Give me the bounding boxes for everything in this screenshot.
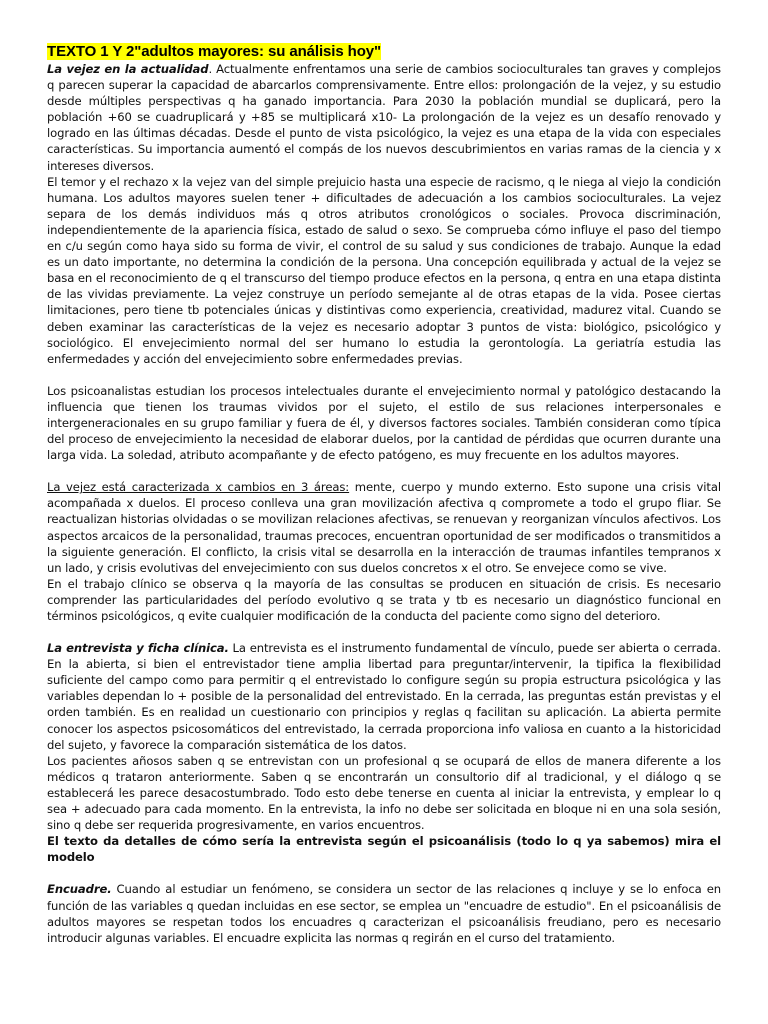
spacer [47,624,721,640]
paragraph-vejez-actualidad [47,61,721,174]
paragraph-pacientes-anosos: Los pacientes añosos saben q se entrevistan con un profesional q se ocupará de ellos de manera diferente a los médicos q trataron anteriormente. Saben q se encontrarán un consultorio dif al tradicional, y el diálogo q se establecerá les parece desacostumbrado. Todo esto debe tenerse en cuenta al iniciar la entrevista, y emplear lo q sea + adecuado para cada momento. En la entrevista, la info no debe ser solicitada en bloque ni en una sola sesión, sino q debe ser requerida progresivamente, en varios encuentros. [47,753,721,833]
text-cambios-areas: mente, cuerpo y mundo externo. Esto supone una crisis vital acompañada x duelos. El proceso conlleva una gran movilización afectiva q compromete a todo el grupo fliar. Se reactualizan historias olvidadas o se movilizan relaciones afectivas, se renuevan y reorganizan vínculos afectivos. Los aspectos arcaicos de la personalidad, traumas precoces, encuentran oportunidad de ser modificados o transmitidos a la siguiente generación. El conflicto, la crisis vital se desarrolla en la interacción de traumas infantiles tempranos x un lado, y crisis evolutivas del envejecimiento con sus duelos concretos x el otro. Se envejece como se vive. [47,480,721,575]
paragraph-cambios-areas [47,479,721,576]
spacer [47,367,721,383]
heading-encuadre: Encuadre. [47,882,112,897]
spacer [47,865,721,881]
text-encuadre: Cuando al estudiar un fenómeno, se considera un sector de las relaciones q incluye y se lo enfoca en función de las variables q quedan incluidas en ese sector, se emplea un "encuadre de estudio". En el psicoanálisis de adultos mayores se respetan todos los encuadres q caracterizan el psicoanálisis freudiano, pero es necesario introducir algunas variables. El encuadre explicita las normas q regirán en el curso del tratamiento. [47,882,721,945]
paragraph-modelo-note: El texto da detalles de cómo sería la entrevista según el psicoanálisis (todo lo q ya sabemos) mira el modelo [47,834,721,865]
heading-entrevista: La entrevista y ficha clínica. [47,641,229,656]
paragraph-encuadre [47,881,721,945]
document-title [47,42,721,61]
paragraph-trabajo-clinico: En el trabajo clínico se observa q la mayoría de las consultas se producen en situación de crisis. Es necesario comprender las particularidades del período evolutivo q se trata y tb es necesario un diagnóstico funcional en términos psicológicos, q evite cualquier modificación de la conducta del paciente como signo del deterioro. [47,576,721,623]
text-vejez-actualidad: . Actualmente enfrentamos una serie de cambios socioculturales tan graves y complejos q parecen superar la capacidad de abarcarlos comprensivamente. Entre ellos: prolongación de la vejez, y su estudio desde múltiples perspectivas q ha ganado importancia. Para 2030 la población mundial se duplicará, pero la población +60 se cuadruplicará y +85 se multiplicará x10- La prolongación de la vejez es un desafío renovado y logrado en las últimas décadas. Desde el punto de vista psicológico, la vejez es una etapa de la vida con especiales características. Su importancia aumentó el compás de los nuevos descubrimientos en varias ramas de la ciencia y x intereses diversos. [47,62,721,173]
text-entrevista: La entrevista es el instrumento fundamental de vínculo, puede ser abierta o cerrada. En la abierta, si bien el entrevistador tiene amplia libertad para preguntar/intervenir, la tipifica la flexibilidad suficiente del campo como para permitir q el entrevistado lo configure según su propia estructura psicológica y las variables dependan lo + posible de la personalidad del entrevistado. En la cerrada, las preguntas están previstas y el orden también. Es en realidad un cuestionario con principios y reglas q facilitan su aplicación. La abierta permite conocer los aspectos psicosomáticos del entrevistado, la cerrada proporciona info valiosa en cuanto a la historicidad del sujeto, y favorece la comparación sistemática de los datos. [47,641,721,752]
paragraph-entrevista [47,640,721,753]
title-highlight: TEXTO 1 Y 2"adultos mayores: su análisis hoy" [47,43,382,60]
spacer [47,463,721,479]
paragraph-temor-rechazo: El temor y el rechazo x la vejez van del simple prejuicio hasta una especie de racismo, q le niega al viejo la condición humana. Los adultos mayores suelen tener + dificultades de adecuación a los cambios socioculturales. La vejez separa de los demás individuos más q otros atributos cronológicos o sociales. Provoca discriminación, independientemente de la apariencia física, estado de salud o sexo. Se comprueba cómo influye el paso del tiempo en c/u según como haya sido su forma de vivir, el control de su salud y sus condiciones de trabajo. Aunque la edad es un dato importante, no determina la condición de la persona. Una concepción equilibrada y actual de la vejez se basa en el reconocimiento de q el transcurso del tiempo produce efectos en la persona, q entra en una etapa distinta de las vividas previamente. La vejez construye un período semejante al de otras etapas de la vida. Posee ciertas limitaciones, pero tiene tb potenciales únicas y distintivas como experiencia, creatividad, madurez vital. Cuando se deben examinar las características de la vejez es necesario adoptar 3 puntos de vista: biológico, psicológico y sociológico. El envejecimiento normal del ser humano lo estudia la gerontología. La geriatría estudia las enfermedades y acción del envejecimiento sobre enfermedades previas. [47,174,721,366]
document-page [47,42,721,946]
heading-cambios-areas: La vejez está caracterizada x cambios en 3 áreas: [47,480,350,495]
paragraph-psicoanalistas: Los psicoanalistas estudian los procesos intelectuales durante el envejecimiento normal y patológico destacando la influencia que tienen los traumas vividos por el sujeto, el estilo de sus relaciones interpersonales e intergeneracionales en su grupo familiar y fuera de él, y diversos factores sociales. También consideran como típica del proceso de envejecimiento la necesidad de elaborar duelos, por la cantidad de pérdidas que ocurren durante una larga vida. La soledad, atributo acompañante y de efecto patógeno, es muy frecuente en los adultos mayores. [47,383,721,463]
heading-vejez-actualidad: La vejez en la actualidad [47,62,209,76]
